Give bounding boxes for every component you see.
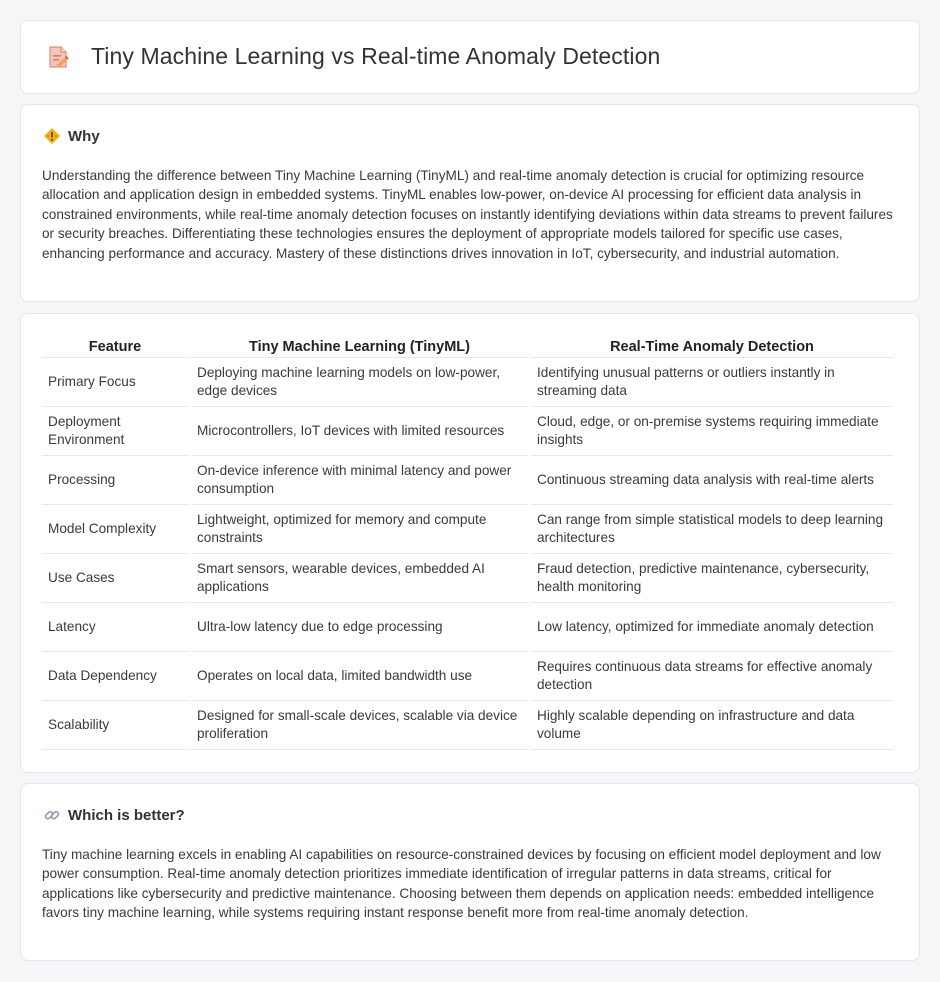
tinyml-cell: Designed for small-scale devices, scalable via device proliferation — [191, 701, 528, 750]
column-header-anomaly-detection: Real-Time Anomaly Detection — [531, 336, 893, 358]
table-row — [42, 456, 893, 505]
table-row — [42, 505, 893, 554]
feature-cell: Scalability — [42, 701, 188, 750]
feature-cell: Primary Focus — [42, 358, 188, 407]
title-row — [45, 43, 660, 70]
tinyml-cell: Microcontrollers, IoT devices with limited resources — [191, 407, 528, 456]
tinyml-cell: Ultra-low latency due to edge processing — [191, 603, 528, 652]
table-row — [42, 554, 893, 603]
column-header-tinyml: Tiny Machine Learning (TinyML) — [191, 336, 528, 358]
header-card — [20, 20, 920, 94]
table-row — [42, 603, 893, 652]
tinyml-cell: Smart sensors, wearable devices, embedded AI applications — [191, 554, 528, 603]
feature-cell: Data Dependency — [42, 652, 188, 701]
tinyml-cell: On-device inference with minimal latency and power consumption — [191, 456, 528, 505]
anomaly-cell: Low latency, optimized for immediate anomaly detection — [531, 603, 893, 652]
tinyml-cell: Lightweight, optimized for memory and compute constraints — [191, 505, 528, 554]
comparison-table — [39, 336, 896, 750]
why-title: Why — [68, 127, 100, 145]
feature-cell: Model Complexity — [42, 505, 188, 554]
warning-diamond-icon — [43, 127, 61, 145]
table-row — [42, 701, 893, 750]
anomaly-cell: Continuous streaming data analysis with real-time alerts — [531, 456, 893, 505]
anomaly-cell: Fraud detection, predictive maintenance, cybersecurity, health monitoring — [531, 554, 893, 603]
table-row — [42, 652, 893, 701]
tinyml-cell: Operates on local data, limited bandwidth use — [191, 652, 528, 701]
table-row — [42, 407, 893, 456]
feature-cell: Latency — [42, 603, 188, 652]
document-edit-icon — [45, 44, 71, 70]
anomaly-cell: Requires continuous data streams for effective anomaly detection — [531, 652, 893, 701]
why-heading — [43, 127, 100, 145]
why-text: Understanding the difference between Tiny Machine Learning (TinyML) and real-time anomaly detection is crucial for optimizing resource allocation and application design in embedded systems. TinyML enables low-power, on-device AI processing for efficient data analysis in constrained environments, while real-time anomaly detection focuses on instantly identifying deviations within data streams to prevent failures or security breaches. Differentiating these technologies ensures the deployment of appropriate models tailored for specific use cases, enhancing performance and accuracy. Mastery of these distinctions drives innovation in IoT, cybersecurity, and industrial automation. — [42, 168, 893, 261]
better-title: Which is better? — [68, 806, 185, 824]
which-is-better-section — [20, 783, 920, 961]
column-header-feature: Feature — [42, 336, 188, 358]
better-text: Tiny machine learning excels in enabling AI capabilities on resource-constrained devices by focusing on efficient model deployment and low power consumption. Real-time anomaly detection prioritizes immediate identification of irregular patterns in data streams, critical for applications like cybersecurity and predictive maintenance. Choosing between them depends on application needs: embedded intelligence favors tiny machine learning, while systems requiring instant response benefit more from real-time anomaly detection. — [42, 847, 881, 921]
table-header-row — [42, 336, 893, 358]
page-title: Tiny Machine Learning vs Real-time Anomaly Detection — [91, 43, 661, 69]
feature-cell: Deployment Environment — [42, 407, 188, 456]
feature-cell: Processing — [42, 456, 188, 505]
table-row — [42, 358, 893, 407]
anomaly-cell: Identifying unusual patterns or outliers instantly in streaming data — [531, 358, 893, 407]
anomaly-cell: Can range from simple statistical models to deep learning architectures — [531, 505, 893, 554]
comparison-section — [20, 313, 920, 773]
why-section — [20, 104, 920, 302]
better-heading — [43, 806, 185, 824]
feature-cell: Use Cases — [42, 554, 188, 603]
tinyml-cell: Deploying machine learning models on low-power, edge devices — [191, 358, 528, 407]
anomaly-cell: Cloud, edge, or on-premise systems requiring immediate insights — [531, 407, 893, 456]
anomaly-cell: Highly scalable depending on infrastructure and data volume — [531, 701, 893, 750]
link-icon — [43, 806, 61, 824]
